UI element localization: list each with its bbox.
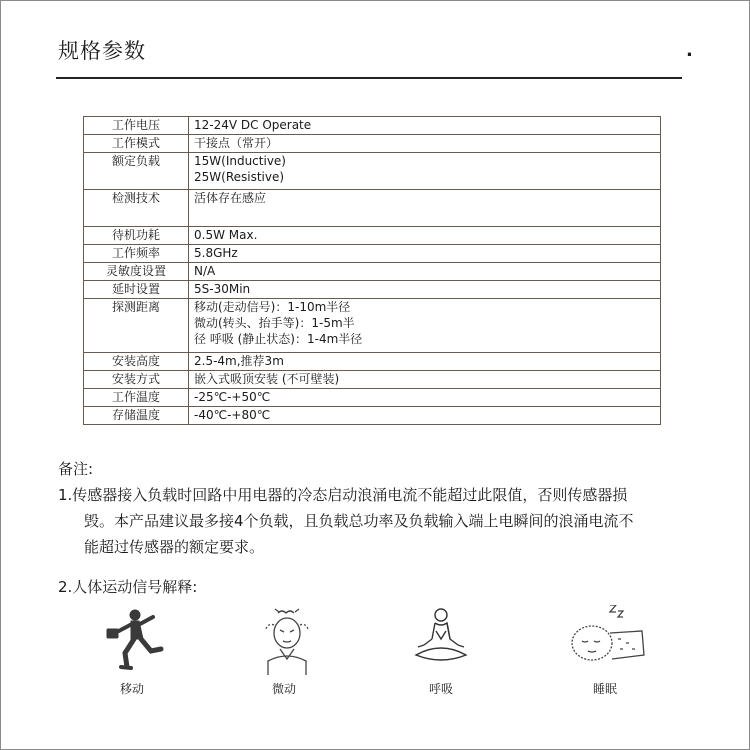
spec-value: 5.8GHz [189, 245, 661, 263]
spec-label: 工作频率 [84, 245, 189, 263]
page-title: 规格参数 [58, 39, 146, 63]
spec-label: 待机功耗 [84, 227, 189, 245]
spec-label: 延时设置 [84, 281, 189, 299]
table-row [84, 281, 661, 299]
note-item-1 [58, 482, 688, 560]
spec-value: 嵌入式吸顶安装 (不可壁装) [189, 371, 661, 389]
note-line: 1.传感器接入负载时回路中用电器的冷态启动浪涌电流不能超过此限值，否则传感器损 [58, 486, 628, 504]
spec-table [83, 116, 661, 425]
sleeping-person-icon [560, 605, 650, 675]
table-row [84, 227, 661, 245]
meditating-person-icon [396, 605, 486, 675]
running-man-icon [87, 605, 177, 675]
spec-label: 工作电压 [84, 117, 189, 135]
table-row [84, 153, 661, 190]
spec-label: 工作模式 [84, 135, 189, 153]
title-underline [56, 77, 682, 79]
notes-heading: 备注: [58, 460, 94, 478]
table-row [84, 245, 661, 263]
spec-label: 存储温度 [84, 407, 189, 425]
spec-label: 工作温度 [84, 389, 189, 407]
spec-value: 干接点（常开） [189, 135, 661, 153]
table-row [84, 135, 661, 153]
spec-value: N/A [189, 263, 661, 281]
spec-label: 安装高度 [84, 353, 189, 371]
spec-value [189, 299, 661, 353]
signal-caption-move: 移动 [119, 682, 144, 696]
table-row [84, 299, 661, 353]
spec-value-line: 径 呼吸 (静止状态)：1-4m半径 [194, 332, 363, 346]
spec-label: 灵敏度设置 [84, 263, 189, 281]
spec-value-line: 15W(Inductive) [194, 154, 286, 168]
spec-value: 0.5W Max. [189, 227, 661, 245]
spec-value: 2.5-4m,推荐3m [189, 353, 661, 371]
table-row [84, 371, 661, 389]
spec-value-line: 移动(走动信号)：1-10m半径 [194, 300, 351, 314]
table-row [84, 263, 661, 281]
signals-heading: 2.人体运动信号解释: [58, 578, 198, 596]
signal-caption-breath: 呼吸 [428, 682, 453, 696]
spec-value: -40℃-+80℃ [189, 407, 661, 425]
spec-label: 安装方式 [84, 371, 189, 389]
signal-caption-micro: 微动 [271, 682, 296, 696]
spec-label: 额定负载 [84, 153, 189, 190]
spec-value-line: 微动(转头、抬手等)：1-5m半 [194, 316, 355, 330]
spec-label: 探测距离 [84, 299, 189, 353]
confused-head-icon [242, 605, 332, 675]
table-row [84, 389, 661, 407]
table-row [84, 407, 661, 425]
signal-caption-sleep: 睡眠 [592, 682, 617, 696]
title-dot: . [686, 40, 693, 61]
spec-value: -25℃-+50℃ [189, 389, 661, 407]
spec-value: 活体存在感应 [189, 190, 661, 227]
table-row [84, 117, 661, 135]
spec-value-line: 25W(Resistive) [194, 170, 285, 184]
spec-value: 5S-30Min [189, 281, 661, 299]
spec-value [189, 153, 661, 190]
table-row [84, 353, 661, 371]
note-line: 能超过传感器的额定要求。 [84, 538, 265, 556]
spec-label: 检测技术 [84, 190, 189, 227]
note-line: 毁。本产品建议最多接4个负载，且负载总功率及负载输入端上电瞬间的浪涌电流不 [84, 512, 634, 530]
spec-value: 12-24V DC Operate [189, 117, 661, 135]
table-row [84, 190, 661, 227]
